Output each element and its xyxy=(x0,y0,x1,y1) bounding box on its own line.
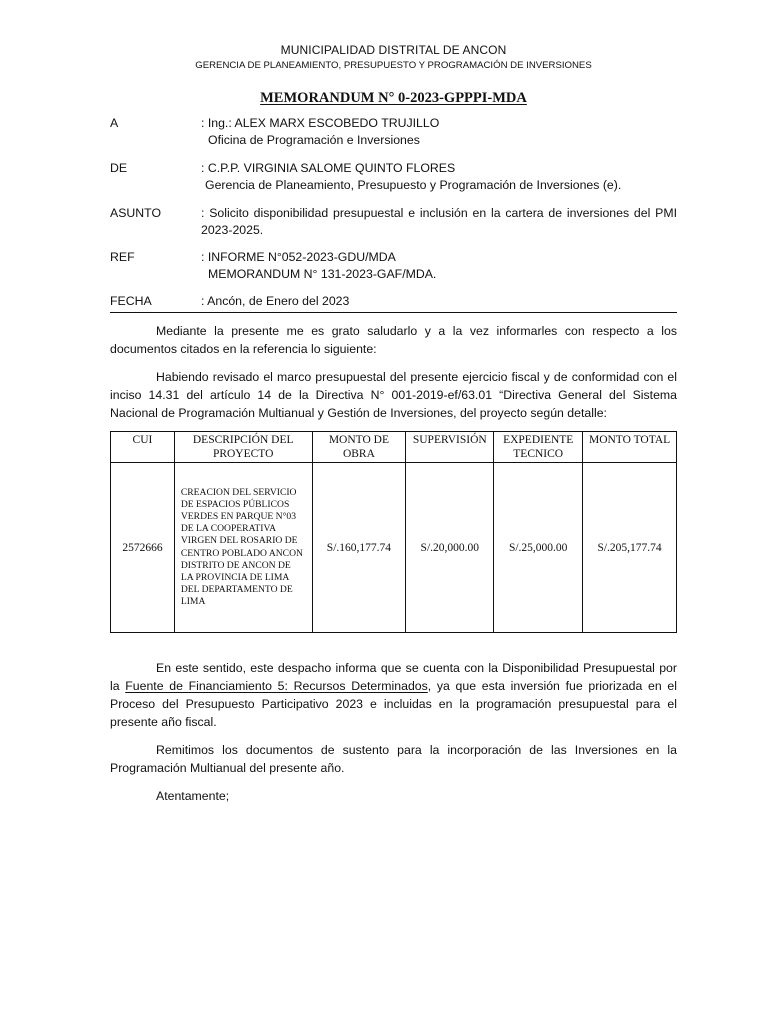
project-table xyxy=(110,431,677,633)
meta-label: ASUNTO xyxy=(110,206,162,220)
paragraph-intro: Mediante la presente me es grato saludarlo y a la vez informarles con respecto a los documentos citados en la referencia lo siguiente: xyxy=(110,324,677,356)
cell-monto-obra: S/.160,177.74 xyxy=(312,463,406,633)
header-divider xyxy=(110,312,677,313)
meta-row-asunto xyxy=(110,205,677,239)
closing: Atentamente; xyxy=(156,789,230,803)
meta-label: A xyxy=(110,116,119,130)
sender-office: Gerencia de Planeamiento, Presupuesto y Programación de Inversiones (e). xyxy=(205,178,622,192)
meta-row-a xyxy=(110,115,677,149)
financing-text-end: , ya que esta inversión fue priorizada en el Proceso del Presupuesto Participativo 2023 e incluidas en la programación presupuestal para el presente año fiscal. xyxy=(110,679,677,729)
meta-row-fecha xyxy=(110,293,677,310)
column-header: MONTO TOTAL xyxy=(583,432,677,463)
reference-1: : INFORME N°052-2023-GDU/MDA xyxy=(201,250,396,264)
sender-name: : C.P.P. VIRGINIA SALOME QUINTO FLORES xyxy=(201,161,456,175)
paragraph-documents: Remitimos los documentos de sustento para la incorporación de las Inversiones en la Programación Multianual del presente año. xyxy=(110,743,677,775)
paragraph-budget-review: Habiendo revisado el marco presupuestal del presente ejercicio fiscal y de conformidad con el inciso 14.31 del artículo 14 de la Directiva N° 001-2019-ef/63.01 “Directiva General del Sistema Nacional de Programación Multianual y Gestión de Inversiones, del proyecto según detalle: xyxy=(110,370,677,420)
cell-supervision: S/.20,000.00 xyxy=(406,463,494,633)
subject-text: : Solicito disponibilidad presupuestal e inclusión en la cartera de inversiones del PMI 2023-2025. xyxy=(201,206,677,237)
financing-text-start: En este sentido, este despacho informa que se cuenta con la Disponibilidad Presupuestal por la xyxy=(110,661,677,693)
column-header: CUI xyxy=(111,432,175,463)
column-header: SUPERVISIÓN xyxy=(406,432,494,463)
reference-2: MEMORANDUM N° 131-2023-GAF/MDA. xyxy=(208,267,437,281)
memo-title: MEMORANDUM N° 0-2023-GPPPI-MDA xyxy=(260,90,527,106)
meta-label: DE xyxy=(110,161,128,175)
letterhead-department: GERENCIA DE PLANEAMIENTO, PRESUPUESTO Y PROGRAMACIÓN DE INVERSIONES xyxy=(195,60,592,71)
funding-source: Fuente de Financiamiento 5: Recursos Determinados xyxy=(125,679,428,693)
table-header-row xyxy=(111,432,677,463)
meta-label: FECHA xyxy=(110,294,152,308)
letterhead-municipality: MUNICIPALIDAD DISTRITAL DE ANCON xyxy=(280,43,507,57)
column-header: EXPEDIENTE TECNICO xyxy=(494,432,583,463)
memo-header-block xyxy=(110,115,677,310)
recipient-name: : Ing.: ALEX MARX ESCOBEDO TRUJILLO xyxy=(201,116,440,130)
cell-description: CREACION DEL SERVICIO DE ESPACIOS PÚBLICOS VERDES EN PARQUE N°03 DE LA COOPERATIVA VIRGEN DEL ROSARIO DE CENTRO POBLADO ANCON DISTRITO DE ANCON DE LA PROVINCIA DE LIMA DEL DEPARTAMENTO DE LIMA xyxy=(174,463,312,633)
meta-row-ref xyxy=(110,249,677,283)
column-header: DESCRIPCIÓN DEL PROYECTO xyxy=(174,432,312,463)
meta-label: REF xyxy=(110,250,135,264)
cell-cui: 2572666 xyxy=(111,463,175,633)
meta-row-de xyxy=(110,160,677,194)
column-header: MONTO DE OBRA xyxy=(312,432,406,463)
date-text: : Ancón, de Enero del 2023 xyxy=(201,294,350,308)
cell-expediente: S/.25,000.00 xyxy=(494,463,583,633)
cell-monto-total: S/.205,177.74 xyxy=(583,463,677,633)
paragraph-financing xyxy=(110,659,677,731)
recipient-office: Oficina de Programación e Inversiones xyxy=(208,133,420,147)
table-row xyxy=(111,463,677,633)
memo-page xyxy=(110,0,677,805)
